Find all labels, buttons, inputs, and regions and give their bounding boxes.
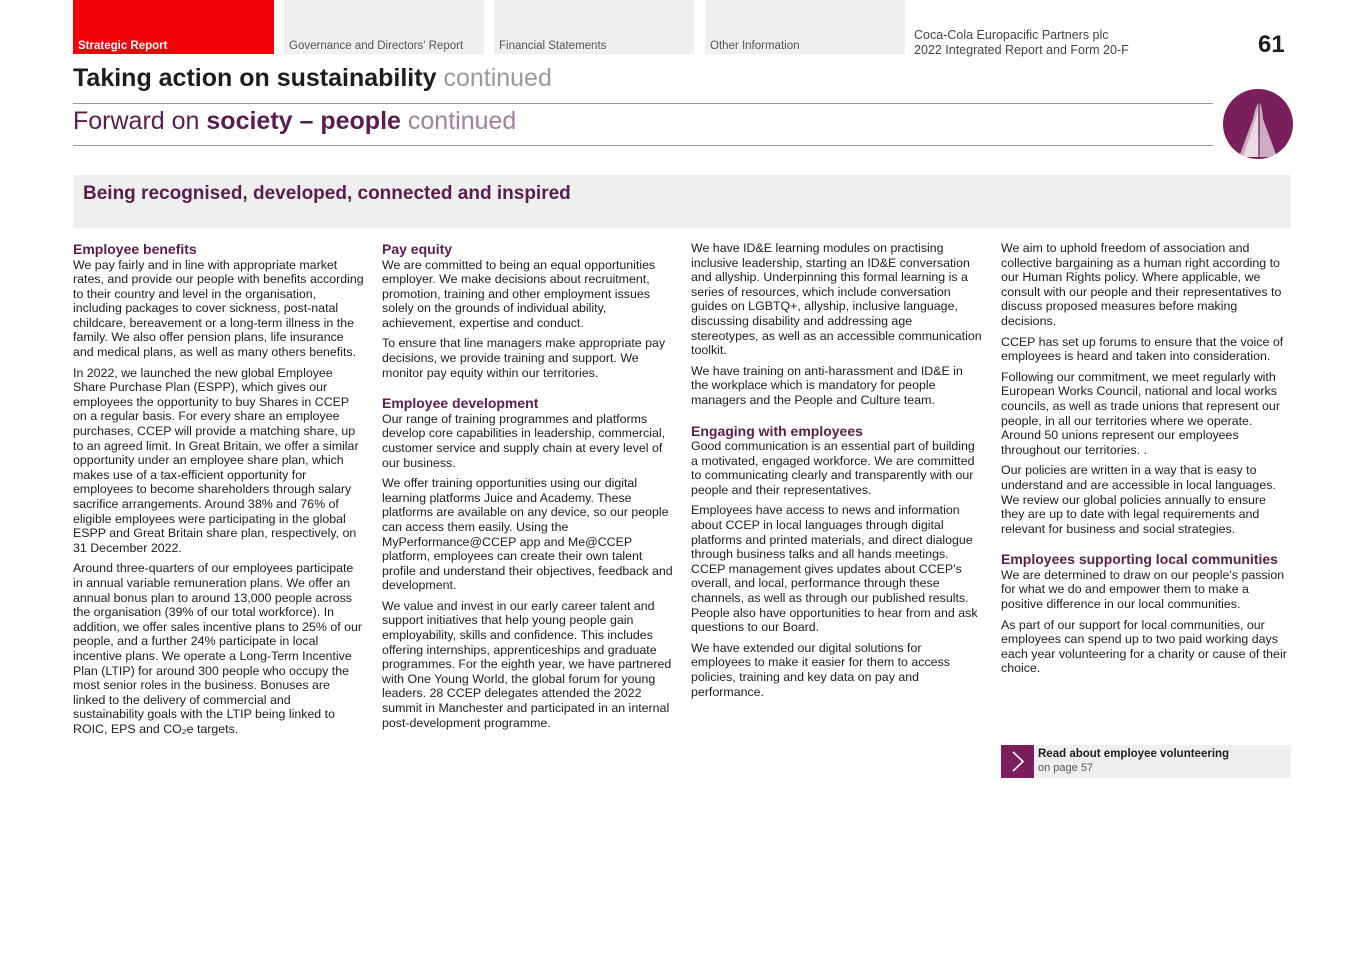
paragraph: Our range of training programmes and platforms develop core capabilities in leadership, commercial, customer service and supply chain at every level of our business. [382,411,666,470]
paragraph: We offer training opportunities using our digital learning platforms Juice and Academy. These platforms are available on any device, so our people can access them easily. Using the MyPerformance@CCEP app and Me@CCEP platform, employees can create their own talent profile and understand their objectives, feedback and development. [382,476,673,593]
nav-tab-financial-statements[interactable]: Financial Statements [494,0,694,54]
heading-pay-equity: Pay equity [382,241,453,257]
heading-employees-supporting-communities: Employees supporting local communities [1001,551,1278,568]
volunteering-link[interactable] [1001,745,1291,778]
paragraph: We pay fairly and in line with appropriate market rates, and provide our people with benefits according to their country and level in the organisation, including packages to cover sickness, post-natal childcare, bereavement or a long-term illness in the family. We also offer pension plans, life insurance and medical plans, as well as many others benefits. [73,257,364,360]
column-3 [691,241,982,705]
paragraph: We are committed to being an equal opportunities employer. We make decisions about recruitment, promotion, training and other employment issues solely on the grounds of individual ability, achievement, expertise and conduct. [382,257,656,330]
section-title-pre: Forward on [73,107,200,135]
paragraph: We aim to uphold freedom of association and collective bargaining as a human right according to our Human Rights policy. Where applicable, we consult with our people and their representatives to discuss proposed measures before making decisions. [1001,241,1282,328]
report-name: 2022 Integrated Report and Form 20-F [914,43,1129,57]
page-title [73,64,552,93]
heading-employee-development: Employee development [382,395,539,412]
section-banner [73,175,1291,228]
paragraph: In 2022, we launched the new global Employee Share Purchase Plan (ESPP), which gives our employees the opportunity to buy Shares in CCEP on a regular basis. For every share an employee purchases, CCEP will provide a matching share, up to an agreed limit. In Great Britain, we offer a similar opportunity under an employee share plan, which makes use of a tax-efficient opportunity for employees to become shareholders through salary sacrifice arrangements. Around 38% and 76% of eligible employees were participating in the global ESPP and Great Britain share plan, respectively, on 31 December 2022. [73,365,359,555]
nav-tab-strategic-report[interactable]: Strategic Report [73,0,274,54]
banner-title: Being recognised, developed, connected and inspired [83,183,571,204]
section-divider [73,145,1213,146]
title-divider [73,103,1213,104]
paragraph: CCEP has set up forums to ensure that the voice of employees is heard and taken into consideration. [1001,334,1284,364]
page-title-continued: continued [443,64,552,92]
section-title-bold: society – people [206,107,401,135]
paragraph: Following our commitment, we meet regularly with European Works Council, national and local works councils, as well as trade unions that represent our people, in all our territories where we operate. Around 50 unions represent our employees throughout our territories. . [1001,369,1280,457]
paragraph: Around three-quarters of our employees participate in annual variable remuneration plans. We offer an annual bonus plan to around 13,000 people across the organisation (39% of our total workforce). In addition, we offer sales incentive plans to 25% of our people, and a further 24% participate in local incentive plans. We operate a Long-Term Incentive Plan (LTIP) for around 300 people who occupy the most senior roles in the business. Bonuses are linked to the delivery of commercial and sustainability goals with the LTIP being linked to ROIC, EPS and CO₂e targets. [73,561,363,736]
section-title-continued: continued [407,107,517,135]
section-title [73,107,516,136]
heading-employee-benefits: Employee benefits [73,241,197,257]
nav-tab-other-information[interactable]: Other Information [705,0,905,54]
heading-engaging-with-employees: Engaging with employees [691,422,863,439]
page-number: 61 [1258,31,1285,58]
paragraph: We have extended our digital solutions for employees to make it easier for them to access policies, training and key data on pay and performance. [691,640,950,699]
paragraph: Good communication is an essential part of building a motivated, engaged workforce. We are committed to communicating clearly and transparently with our people and their representatives. [691,439,975,497]
callout-page-ref: on page 57 [1038,762,1094,774]
paragraph: Our policies are written in a way that is easy to understand and are accessible in local languages. We review our global policies annually to ensure they are up to date with legal requirements and relevant for business and social strategies. [1001,463,1276,536]
column-4 [1001,241,1292,682]
paragraph: To ensure that line managers make appropriate pay decisions, we provide training and support. We monitor pay equity within our territories. [382,336,666,380]
page-title-text: Taking action on sustainability [73,64,437,92]
paragraph: Employees have access to news and information about CCEP in local languages through digital platforms and printed materials, and direct dialogue through business talks and all hands meetings. CCEP management gives updates about CCEP's overall, and local, performance through these channels, as well as through our published results. People also have opportunities to hear from and ask questions to our Board. [691,503,978,635]
column-2 [382,241,673,736]
chevron-right-icon [1001,745,1034,778]
company-name: Coca-Cola Europacific Partners plc [914,28,1109,42]
company-info [914,28,1129,58]
paragraph: We have ID&E learning modules on practising inclusive leadership, starting an ID&E conversation and allyship. Underpinning this formal learning is a series of resources, which include conversation guides on LGBTQ+, allyship, inclusive language, discussing disability and addressing age stereotypes, as well as an accessible communication toolkit. [691,241,982,358]
column-1 [73,241,364,743]
callout-title: Read about employee volunteering [1038,748,1230,760]
paragraph: We have training on anti-harassment and ID&E in the workplace which is mandatory for people managers and the People and Culture team. [691,363,963,407]
paragraph: We are determined to draw on our people's passion for what we do and empower them to make a positive difference in our local communities. [1001,567,1285,611]
paragraph: As part of our support for local communities, our employees can spend up to two paid working days each year volunteering for a charity or cause of their choice. [1001,617,1287,676]
nav-tab-governance[interactable]: Governance and Directors' Report [284,0,484,54]
praying-hands-icon [1223,89,1293,159]
paragraph: We value and invest in our early career talent and support initiatives that help young people gain employability, skills and confidence. This includes offering internships, apprenticeships and graduate programmes. For the eighth year, we have partnered with One Young World, the global forum for young leaders. 28 CCEP delegates attended the 2022 summit in Manchester and participated in an internal post-development programme. [382,598,672,730]
